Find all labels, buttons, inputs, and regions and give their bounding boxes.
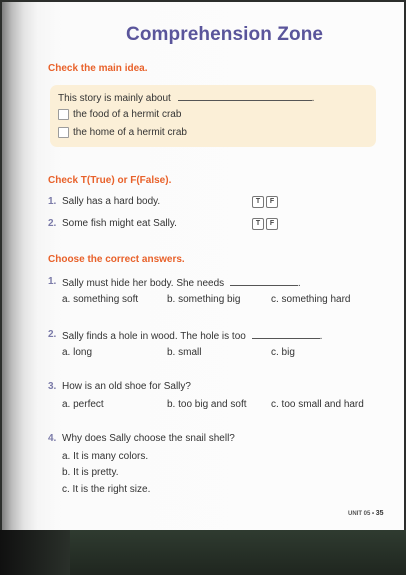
tf-statement-2: Some fish might eat Sally. xyxy=(62,218,177,229)
question-3-option-b[interactable]: b. too big and soft xyxy=(167,399,247,410)
main-idea-checkbox-2[interactable] xyxy=(58,127,69,138)
question-number-4: 4. xyxy=(48,433,57,444)
main-idea-prompt: This story is mainly about . xyxy=(58,93,315,104)
tf-number-1: 1. xyxy=(48,196,57,207)
question-2-blank[interactable] xyxy=(252,329,320,339)
tf-false-box-2[interactable]: F xyxy=(266,218,278,230)
question-4: Why does Sally choose the snail shell? xyxy=(62,433,235,444)
main-idea-blank[interactable] xyxy=(178,91,312,101)
question-2-option-a[interactable]: a. long xyxy=(62,347,93,358)
question-2-option-b[interactable]: b. small xyxy=(167,347,202,358)
main-idea-option-1: the food of a hermit crab xyxy=(73,109,182,120)
question-1-option-a[interactable]: a. something soft xyxy=(62,294,139,305)
question-number-1: 1. xyxy=(48,276,57,287)
question-2-option-c[interactable]: c. big xyxy=(271,347,295,358)
tf-false-box-1[interactable]: F xyxy=(266,196,278,208)
question-number-3: 3. xyxy=(48,381,57,392)
choose-heading: Choose the correct answers. xyxy=(48,254,185,265)
question-1-option-b[interactable]: b. something big xyxy=(167,294,241,305)
tf-true-box-2[interactable]: T xyxy=(252,218,264,230)
question-4-option-c[interactable]: c. It is the right size. xyxy=(62,484,151,495)
question-1: Sally must hide her body. She needs . xyxy=(62,278,301,289)
question-4-option-b[interactable]: b. It is pretty. xyxy=(62,467,119,478)
question-number-2: 2. xyxy=(48,329,57,340)
question-3: How is an old shoe for Sally? xyxy=(62,381,191,392)
question-4-option-a[interactable]: a. It is many colors. xyxy=(62,451,149,462)
main-idea-option-2: the home of a hermit crab xyxy=(73,127,187,138)
main-idea-heading: Check the main idea. xyxy=(48,63,148,74)
tf-true-box-1[interactable]: T xyxy=(252,196,264,208)
question-3-option-c[interactable]: c. too small and hard xyxy=(271,399,364,410)
main-idea-checkbox-1[interactable] xyxy=(58,109,69,120)
page-title: Comprehension Zone xyxy=(126,24,324,45)
tf-number-2: 2. xyxy=(48,218,57,229)
true-false-heading: Check T(True) or F(False). xyxy=(48,175,172,186)
page-edge-background xyxy=(0,530,406,575)
question-3-option-a[interactable]: a. perfect xyxy=(62,399,104,410)
question-1-blank[interactable] xyxy=(230,276,298,286)
question-2: Sally finds a hole in wood. The hole is too . xyxy=(62,331,323,342)
page-number: UNIT 05 • 35 xyxy=(348,510,384,517)
question-1-option-c[interactable]: c. something hard xyxy=(271,294,351,305)
tf-statement-1: Sally has a hard body. xyxy=(62,196,161,207)
